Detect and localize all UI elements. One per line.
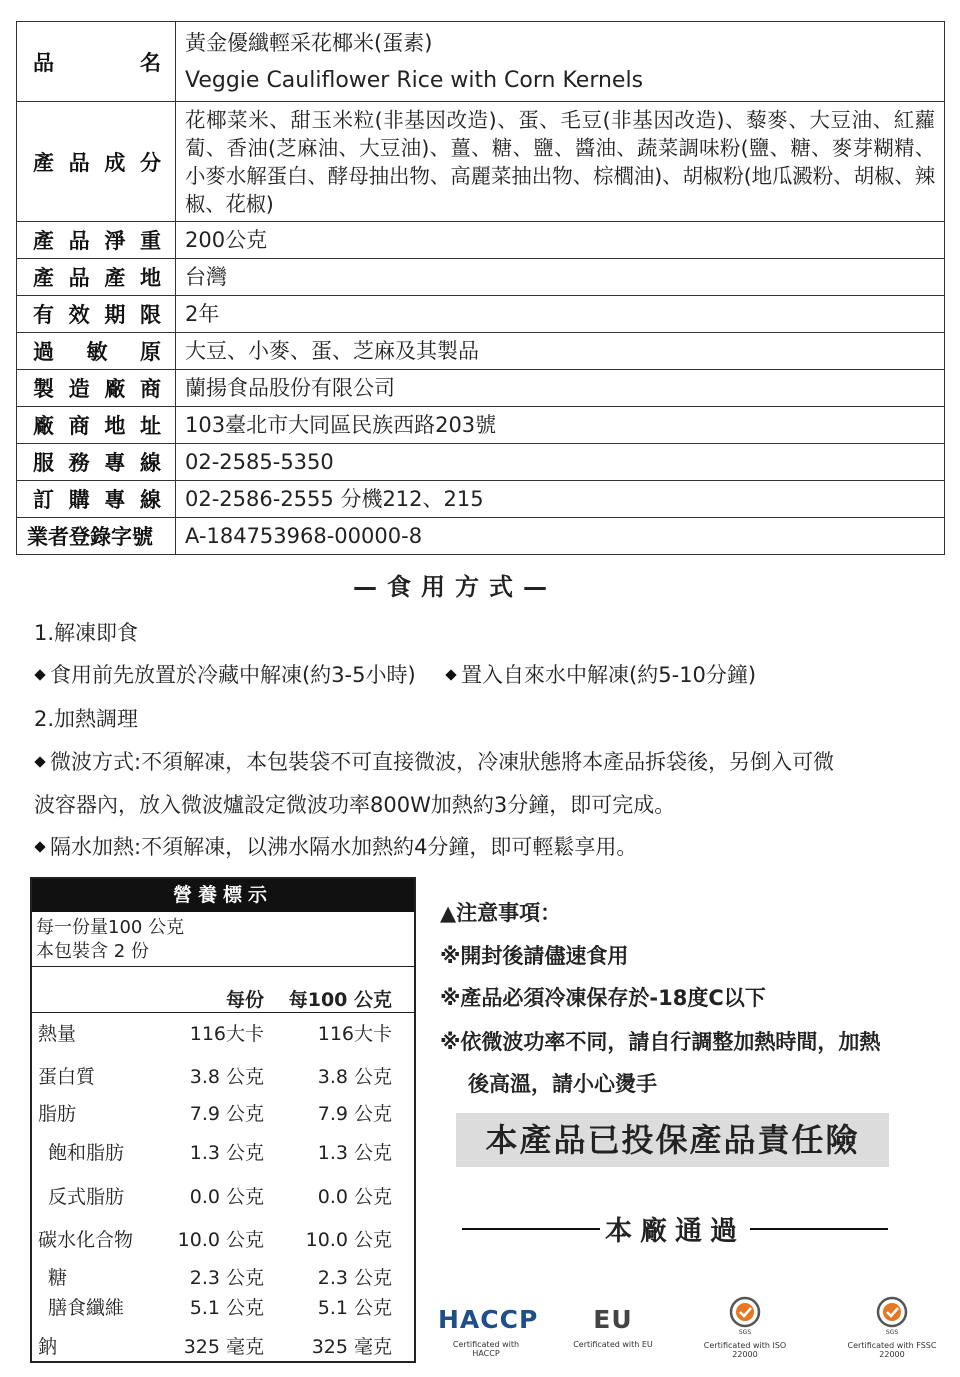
sgs-badge-icon	[872, 1295, 912, 1333]
cert-caption: Certificated with EU	[573, 1340, 653, 1349]
spec-value: 02-2585-5350	[176, 444, 945, 481]
bullet-icon	[34, 756, 45, 767]
usage-microwave-line-2: 波容器內，放入微波爐設定微波功率800W加熱約3分鐘，即可完成。	[34, 793, 676, 817]
nutrition-title: 營養標示	[32, 879, 414, 912]
usage-heading-thaw: 1.解凍即食	[34, 621, 139, 645]
note-item: ※依微波功率不同，請自行調整加熱時間，加熱	[440, 1030, 881, 1054]
usage-steam-line	[34, 831, 934, 861]
usage-text: 隔水加熱:不須解凍，以沸水隔水加熱約4分鐘，即可輕鬆享用。	[50, 835, 638, 859]
spec-label: 服務專線	[17, 444, 176, 481]
nutrient-per-100g: 2.3 公克	[317, 1267, 392, 1289]
spec-label: 業者登錄字號	[17, 518, 176, 555]
spec-label: 產品產地	[17, 259, 176, 296]
nutrient-name: 糖	[48, 1267, 68, 1289]
haccp-logo: HACCP	[438, 1305, 539, 1334]
spec-value: A-184753968-00000-8	[176, 518, 945, 555]
spec-value: 103臺北市大同區民族西路203號	[176, 407, 945, 444]
nutrient-per-100g: 116大卡	[317, 1023, 392, 1045]
nutrient-per-serving: 0.0 公克	[189, 1186, 264, 1208]
bullet-icon	[34, 669, 45, 680]
insurance-banner: 本產品已投保產品責任險	[456, 1113, 889, 1167]
spec-label: 訂購專線	[17, 481, 176, 518]
usage-title: —食用方式—	[353, 573, 557, 601]
bullet-icon	[445, 669, 456, 680]
cert-fssc22000	[836, 1295, 948, 1359]
spec-label: 產品淨重	[17, 222, 176, 259]
nutrition-column-header	[32, 978, 414, 1013]
spec-label: 過敏原	[17, 333, 176, 370]
nutrient-per-serving: 7.9 公克	[189, 1103, 264, 1125]
cert-haccp	[438, 1295, 539, 1358]
sgs-label: SGS	[738, 1329, 752, 1336]
divider	[462, 1228, 600, 1230]
note-item: ※開封後請儘速食用	[440, 944, 629, 968]
nutrient-per-100g: 3.8 公克	[317, 1066, 392, 1088]
cert-caption: Certificated with FSSC 22000	[847, 1341, 937, 1359]
nutrient-per-serving: 116大卡	[189, 1023, 264, 1045]
eu-logo: EU	[593, 1305, 633, 1334]
spec-label: 廠商地址	[17, 407, 176, 444]
nutrient-name: 脂肪	[38, 1103, 77, 1125]
usage-heading-heat: 2.加熱調理	[34, 707, 139, 731]
nutrient-name: 鈉	[38, 1336, 58, 1358]
nutrient-per-100g: 1.3 公克	[317, 1142, 392, 1164]
nutrient-per-serving: 5.1 公克	[189, 1297, 264, 1319]
cert-caption: Certificated with ISO 22000	[703, 1341, 787, 1359]
nutrient-name: 熱量	[38, 1023, 77, 1045]
product-name-zh: 黃金優纖輕采花椰米(蛋素)	[185, 30, 433, 55]
nutrition-facts-panel	[30, 877, 416, 1363]
sgs-badge-icon	[725, 1295, 765, 1333]
notes-title: ▲注意事項：	[440, 901, 562, 925]
cert-caption: Certificated with HACCP	[452, 1340, 520, 1358]
product-name-en: Veggie Cauliflower Rice with Corn Kernels	[185, 67, 644, 93]
col-per-serving: 每份	[225, 989, 264, 1011]
nutrient-name: 膳食纖維	[48, 1297, 125, 1319]
product-spec-table	[16, 21, 945, 555]
spec-value: 02-2586-2555 分機212、215	[176, 481, 945, 518]
col-per-100g: 每100 公克	[288, 989, 392, 1011]
note-item: ※產品必須冷凍保存於-18度C以下	[440, 986, 766, 1010]
spec-value: 200公克	[176, 222, 945, 259]
nutrient-per-100g: 325 毫克	[311, 1336, 392, 1358]
nutrient-per-100g: 7.9 公克	[317, 1103, 392, 1125]
spec-label: 製造廠商	[17, 370, 176, 407]
nutrient-per-serving: 3.8 公克	[189, 1066, 264, 1088]
spec-label: 有效期限	[17, 296, 176, 333]
spec-label-name: 品 名	[17, 22, 176, 102]
serving-size: 每一份量100 公克	[36, 917, 185, 938]
nutrient-per-100g: 5.1 公克	[317, 1297, 392, 1319]
nutrient-name: 蛋白質	[38, 1066, 96, 1088]
spec-label: 產品成分	[17, 102, 176, 222]
spec-value: 大豆、小麥、蛋、芝麻及其製品	[176, 333, 945, 370]
divider	[750, 1228, 888, 1230]
servings-per-package: 本包裝含 2 份	[36, 941, 149, 962]
spec-value-ingredients: 花椰菜米、甜玉米粒(非基因改造)、蛋、毛豆(非基因改造)、藜麥、大豆油、紅蘿蔔、香油(芝麻油、大豆油)、薑、糖、鹽、醬油、蔬菜調味粉(鹽、糖、麥芽糊精、小麥水解蛋白、酵母抽出物、高麗菜抽出物、棕櫚油)、胡椒粉(地瓜澱粉、胡椒、辣椒、花椒)	[176, 102, 945, 222]
usage-text: 食用前先放置於冷藏中解凍(約3-5小時)	[50, 663, 416, 687]
usage-text: 微波方式:不須解凍，本包裝袋不可直接微波，冷凍狀態將本產品拆袋後，另倒入可微	[50, 750, 835, 774]
spec-value: 台灣	[176, 259, 945, 296]
nutrient-name: 反式脂肪	[48, 1186, 125, 1208]
cert-iso22000	[690, 1295, 800, 1359]
nutrient-per-serving: 10.0 公克	[177, 1229, 264, 1251]
usage-text: 置入自來水中解凍(約5-10分鐘)	[461, 663, 757, 687]
nutrient-per-100g: 10.0 公克	[305, 1229, 392, 1251]
cert-eu	[570, 1295, 656, 1349]
nutrient-per-100g: 0.0 公克	[317, 1186, 392, 1208]
usage-microwave-line	[34, 746, 934, 776]
bullet-icon	[34, 841, 45, 852]
certification-heading-text: 本廠通過	[605, 1216, 745, 1247]
nutrient-name: 碳水化合物	[38, 1229, 134, 1251]
nutrient-per-serving: 1.3 公克	[189, 1142, 264, 1164]
usage-thaw-line	[34, 659, 934, 689]
certification-heading	[462, 1209, 888, 1249]
nutrient-per-serving: 2.3 公克	[189, 1267, 264, 1289]
sgs-label: SGS	[885, 1329, 899, 1336]
nutrient-name: 飽和脂肪	[48, 1142, 125, 1164]
spec-value: 2年	[176, 296, 945, 333]
nutrient-per-serving: 325 毫克	[183, 1336, 264, 1358]
spec-value: 蘭揚食品股份有限公司	[176, 370, 945, 407]
note-item: 後高溫，請小心燙手	[468, 1072, 657, 1096]
